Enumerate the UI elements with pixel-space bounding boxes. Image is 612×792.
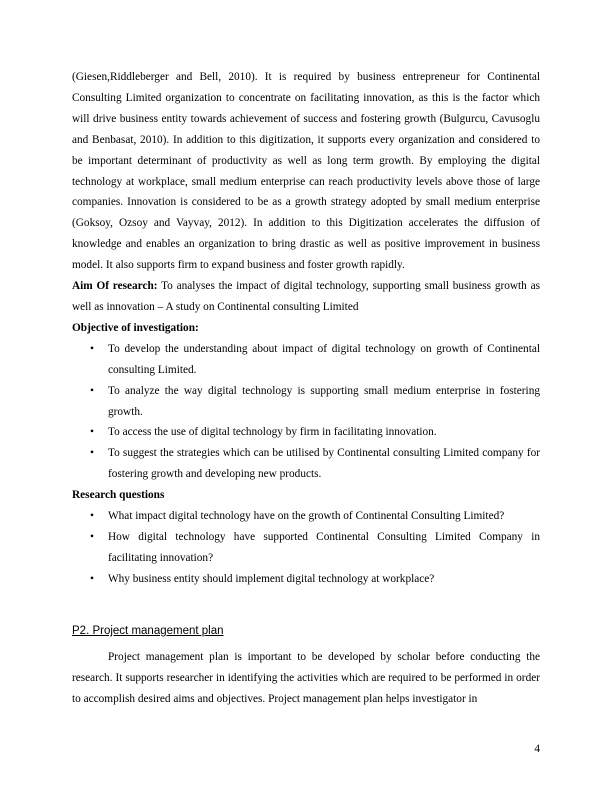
objectives-list [72,339,540,485]
objective-text: To suggest the strategies which can be utilised by Continental consulting Limited company for fostering growth and developing new products. [108,447,540,481]
research-questions-heading: Research questions [72,489,165,502]
bullet-icon: • [90,510,94,523]
list-item [72,339,540,381]
bullet-icon: • [90,384,94,397]
bullet-icon: • [90,530,94,543]
bullet-icon: • [90,447,94,460]
aim-text: To analyses the impact of digital technology, supporting small business growth as well as innovation – A study on Continental consulting Limited [72,280,540,313]
intro-paragraph: (Giesen,Riddleberger and Bell, 2010). It is required by business entrepreneur for Continental Consulting Limited organization to concentrate on facilitating innovation, as this is the factor which will drive business entity towards achievement of success and fostering growth (Bulgurcu, Cavusoglu and Benbasat, 2010). In addition to this digitization, it supports every organization and considered to be important determinant of productivity as well as long term growth. By employing the digital technology at workplace, small medium enterprise can reach productivity levels above those of large companies. Innovation is considered to be as a growth strategy adopted by small medium enterprise (Goksoy, Ozsoy and Vayvay, 2012). In addition to this Digitization accelerates the diffusion of knowledge and enables an organization to bring drastic as well as positive improvement in business model. It also supports firm to expand business and foster growth rapidly. [72,71,540,272]
aim-label: Aim Of research: [72,280,158,293]
project-plan-paragraph: Project management plan is important to be developed by scholar before conducting the research. It supports researcher in identifying the activities which are required to be performed in order to accomplish desired aims and objectives. Project management plan helps investigator in [72,651,540,705]
research-questions-list [72,506,540,590]
list-item [72,381,540,423]
bullet-icon: • [90,426,94,439]
aim-paragraph [72,276,540,318]
bullet-icon: • [90,572,94,585]
list-item [72,506,540,527]
section-heading: P2. Project management plan [72,625,224,637]
objective-text: To analyze the way digital technology is supporting small medium enterprise in fostering growth. [108,384,540,418]
question-text: What impact digital technology have on the growth of Continental Consulting Limited? [108,510,505,523]
objective-text: To access the use of digital technology by firm in facilitating innovation. [108,426,437,439]
list-item [72,527,540,569]
list-item [72,443,540,485]
question-text: How digital technology have supported Continental Consulting Limited Company in facilitating innovation? [108,530,540,564]
objective-text: To develop the understanding about impact of digital technology on growth of Continental consulting Limited. [108,342,540,376]
question-text: Why business entity should implement digital technology at workplace? [108,572,435,585]
page-number: 4 [534,743,540,755]
list-item [72,422,540,443]
bullet-icon: • [90,342,94,355]
objectives-heading: Objective of investigation: [72,321,199,334]
list-item [72,569,540,590]
main-text-block [72,67,540,590]
